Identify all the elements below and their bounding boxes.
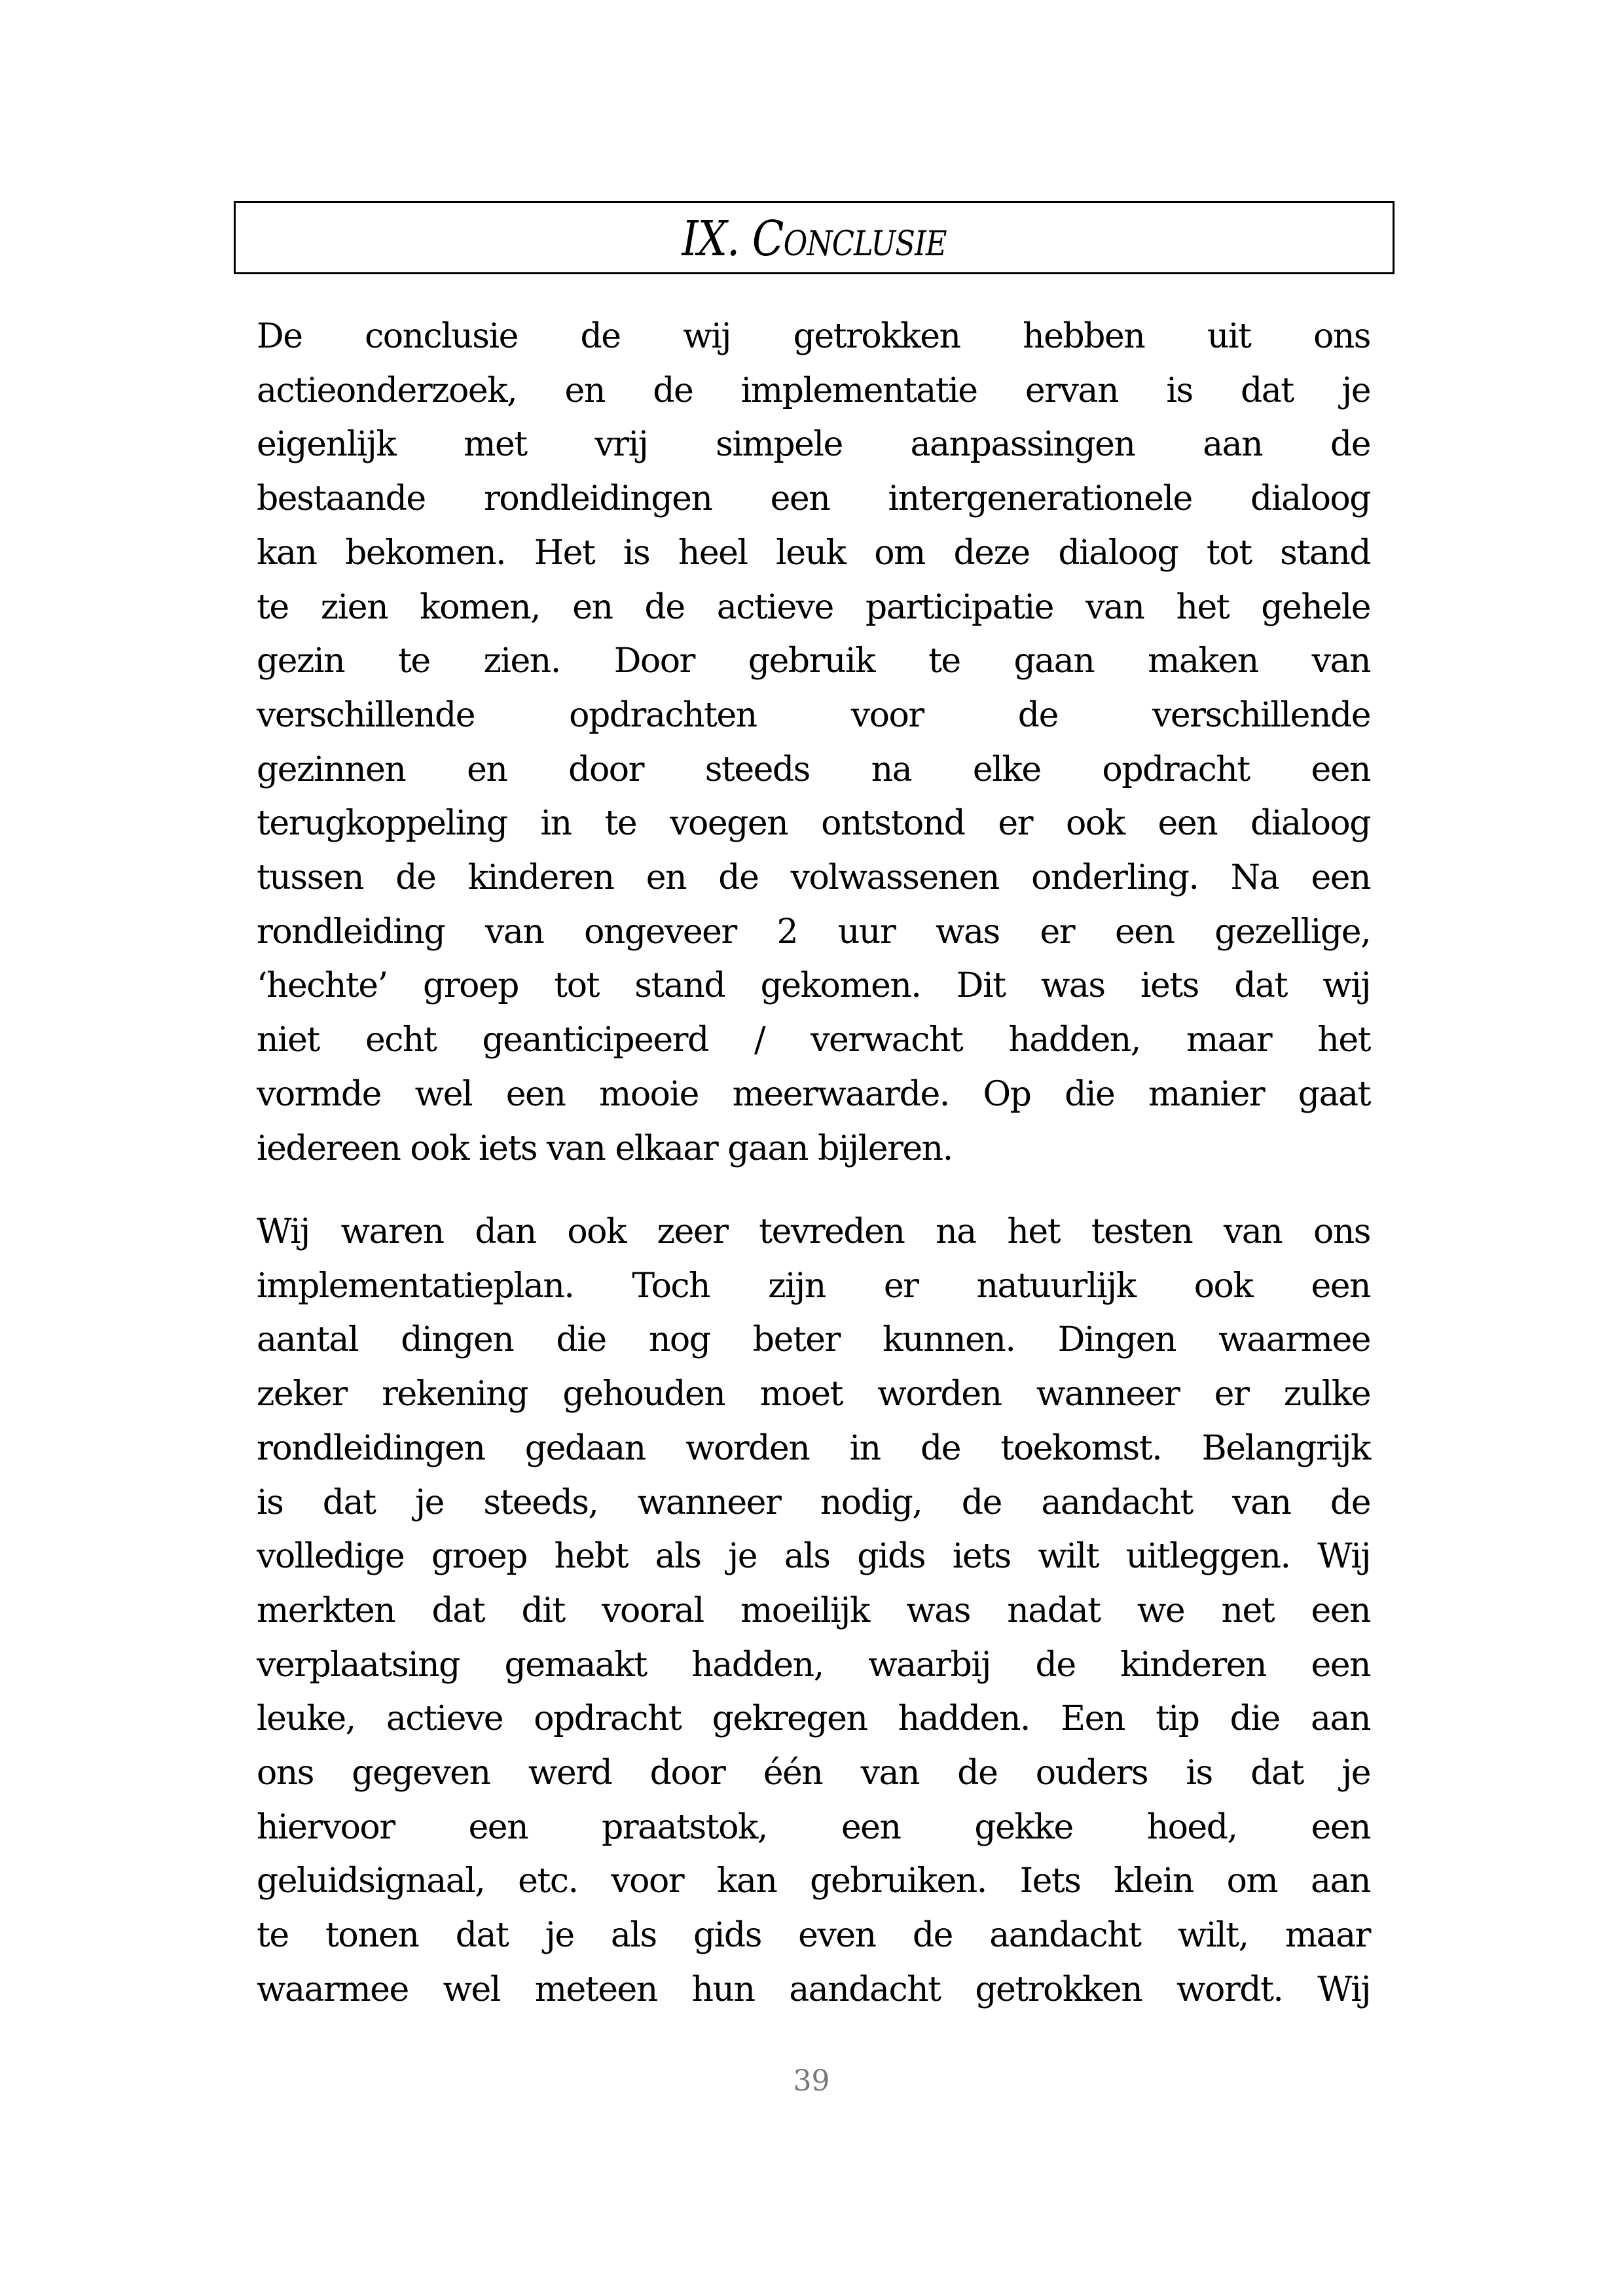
text-line: [257, 797, 1370, 850]
text-line: [257, 689, 1370, 742]
text-line-content: implementatieplan. Toch zijn er natuurlijk ook een: [257, 1266, 1370, 1306]
text-line: [257, 1313, 1370, 1367]
text-line-content: bestaande rondleidingen een intergenerationele dialoog: [257, 479, 1370, 519]
text-line-content: rondleidingen gedaan worden in de toekomst. Belangrijk: [257, 1428, 1370, 1468]
text-line: [257, 1854, 1370, 1908]
text-line: [257, 1476, 1370, 1530]
text-line-content: niet echt geanticipeerd / verwacht hadden, maar het: [257, 1020, 1370, 1060]
text-line-content: gezin te zien. Door gebruik te gaan maken van: [257, 641, 1370, 681]
text-line: [257, 418, 1370, 471]
text-line: [257, 905, 1370, 959]
text-line: [257, 1530, 1370, 1583]
text-line-content: rondleiding van ongeveer 2 uur was er een gezellige,: [257, 912, 1370, 952]
text-line-content: ‘hechte’ groep tot stand gekomen. Dit was iets dat wij: [257, 966, 1370, 1006]
text-line-content: actieonderzoek, en de implementatie ervan is dat je: [257, 370, 1370, 410]
text-line: [257, 1013, 1370, 1067]
text-line-content: ons gegeven werd door één van de ouders is dat je: [257, 1753, 1370, 1793]
text-line: [257, 1122, 1370, 1175]
text-line-content: te tonen dat je als gids even de aandacht wilt, maar: [257, 1916, 1370, 1956]
text-line: [257, 364, 1370, 418]
text-line: [257, 472, 1370, 526]
text-line-content: verplaatsing gemaakt hadden, waarbij de kinderen een: [257, 1645, 1370, 1685]
text-line-content: vormde wel een mooie meerwaarde. Op die manier gaat: [257, 1074, 1370, 1114]
text-line: [257, 1692, 1370, 1746]
text-line: [257, 1067, 1370, 1121]
text-line: [257, 1909, 1370, 1962]
text-line: [257, 526, 1370, 580]
text-line-content: is dat je steeds, wanneer nodig, de aandacht van de: [257, 1482, 1370, 1522]
text-line-content: verschillende opdrachten voor de verschillende: [257, 695, 1370, 735]
text-line: [257, 634, 1370, 688]
text-line: [257, 1584, 1370, 1638]
text-line: [257, 1205, 1370, 1259]
text-line: [257, 1367, 1370, 1421]
text-line-content: kan bekomen. Het is heel leuk om deze dialoog tot stand: [257, 533, 1370, 573]
page-number: 39: [793, 2064, 830, 2098]
text-line: [257, 743, 1370, 797]
text-line-content: aantal dingen die nog beter kunnen. Dingen waarmee: [257, 1320, 1370, 1360]
text-line-content: leuke, actieve opdracht gekregen hadden. Een tip die aan: [257, 1699, 1370, 1739]
text-line: [257, 959, 1370, 1013]
text-line: [257, 1801, 1370, 1854]
text-line-content: volledige groep hebt als je als gids iets wilt uitleggen. Wij: [257, 1537, 1370, 1577]
text-line: [257, 1638, 1370, 1692]
text-line-content: zeker rekening gehouden moet worden wanneer er zulke: [257, 1374, 1370, 1414]
text-line: [257, 581, 1370, 634]
text-line-content: De conclusie de wij getrokken hebben uit ons: [257, 317, 1370, 356]
text-line-content: geluidsignaal, etc. voor kan gebruiken. Iets klein om aan: [257, 1861, 1370, 1901]
chapter-title: IX. Conclusie: [682, 211, 947, 267]
text-line-content: terugkoppeling in te voegen ontstond er ook een dialoog: [257, 804, 1370, 844]
text-line-content: gezinnen en door steeds na elke opdracht een: [257, 749, 1370, 789]
text-line-content: tussen de kinderen en de volwassenen onderling. Na een: [257, 858, 1370, 897]
text-line: [257, 1422, 1370, 1475]
text-line-content: iedereen ook iets van elkaar gaan bijleren.: [257, 1128, 953, 1168]
text-line-content: hiervoor een praatstok, een gekke hoed, een: [257, 1807, 1370, 1847]
text-line-content: te zien komen, en de actieve participatie van het gehele: [257, 587, 1370, 627]
text-line-content: waarmee wel meteen hun aandacht getrokken wordt. Wij: [257, 1969, 1370, 2009]
text-line: [257, 310, 1370, 363]
text-line-content: Wij waren dan ook zeer tevreden na het testen van ons: [257, 1212, 1370, 1251]
text-line: [257, 1963, 1370, 2017]
text-line-content: merkten dat dit vooral moeilijk was nadat we net een: [257, 1590, 1370, 1630]
text-line: [257, 1746, 1370, 1800]
text-line-content: eigenlijk met vrij simpele aanpassingen aan de: [257, 425, 1370, 465]
text-line: [257, 1259, 1370, 1313]
text-line: [257, 851, 1370, 905]
chapter-heading-box: [234, 201, 1395, 274]
